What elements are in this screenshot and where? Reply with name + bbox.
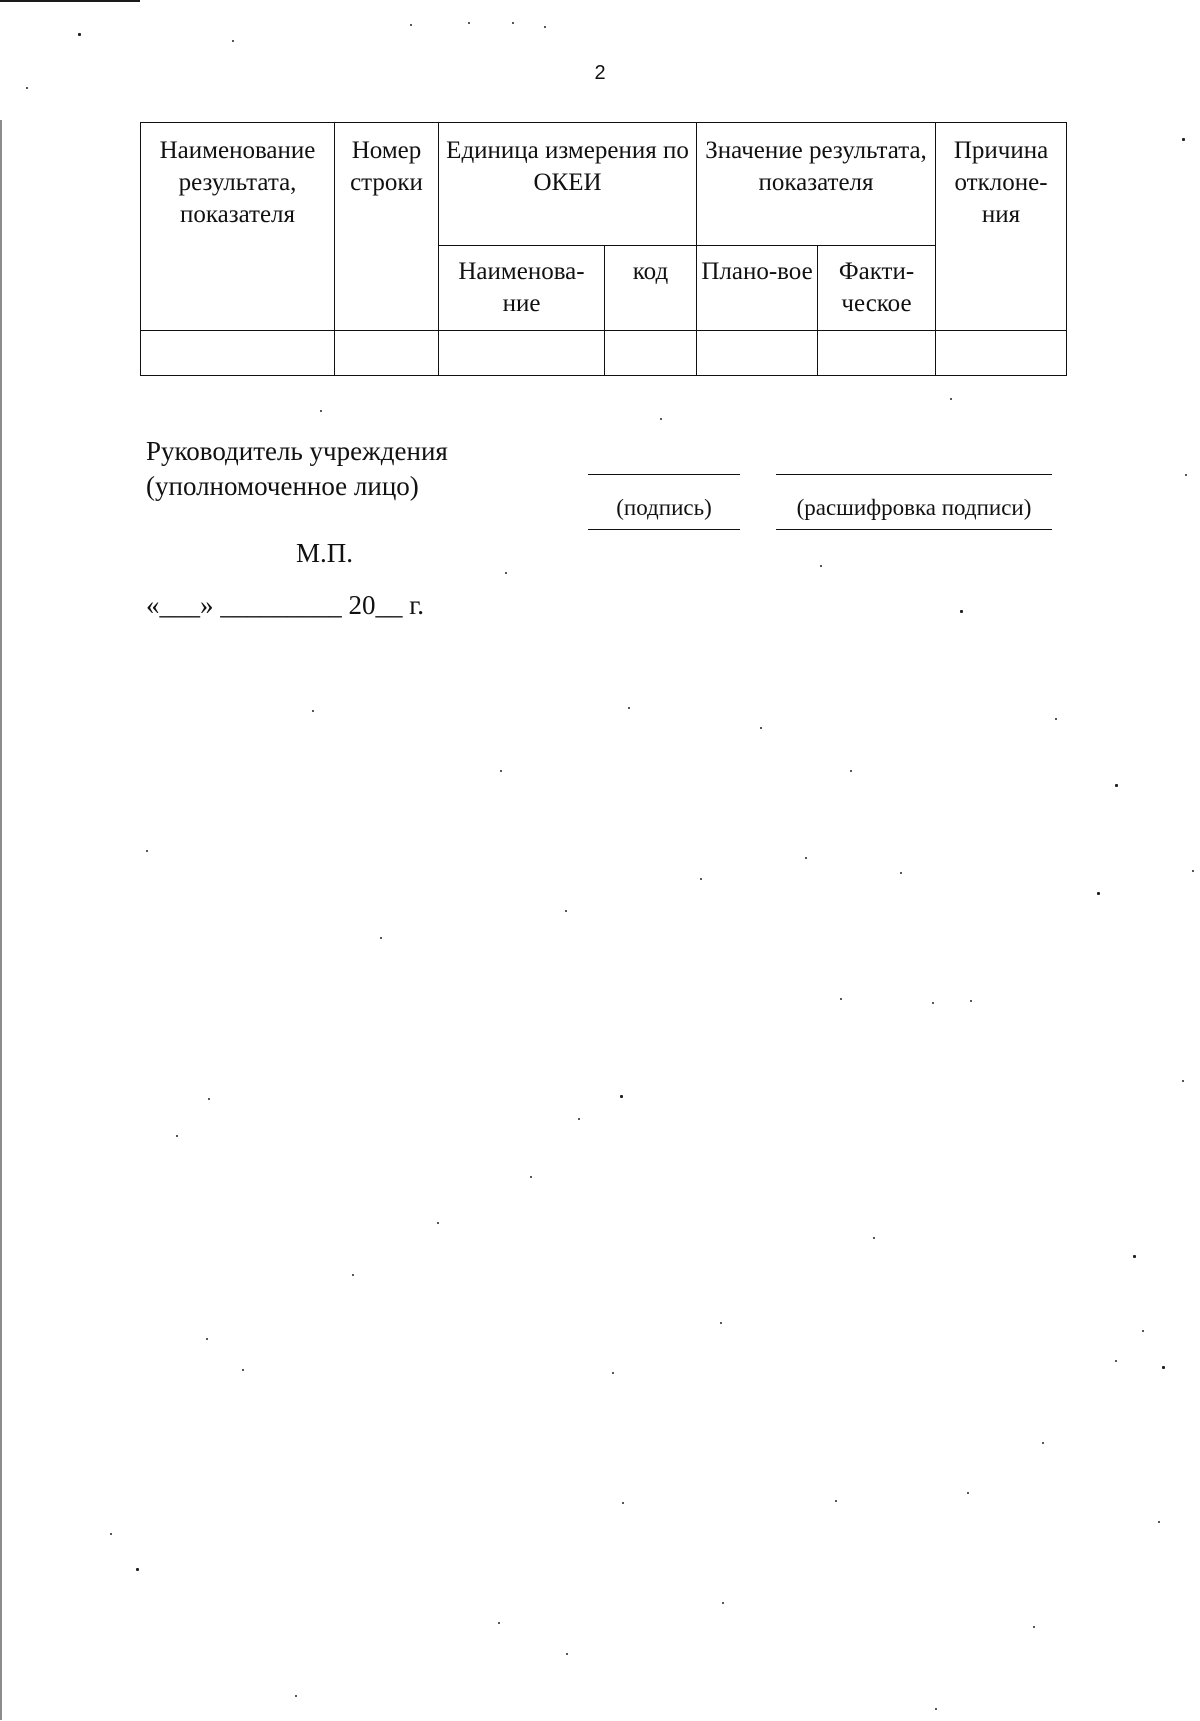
scan-speck — [935, 1708, 937, 1710]
decoding-label: (расшифровка подписи) — [796, 495, 1032, 520]
scan-speck — [628, 707, 630, 709]
scan-speck — [873, 1237, 875, 1239]
scan-speck — [505, 572, 507, 574]
scan-speck — [840, 998, 842, 1000]
scan-speck — [146, 850, 148, 852]
scan-speck — [722, 1602, 724, 1604]
scan-speck — [932, 1002, 934, 1004]
table-cell — [936, 331, 1067, 376]
decoding-underline — [776, 529, 1052, 530]
scan-speck — [312, 710, 314, 712]
scan-speck — [565, 910, 567, 912]
scan-speck — [1182, 138, 1185, 141]
signature-line — [588, 474, 740, 493]
scan-speck — [1142, 1330, 1144, 1332]
header-unit-code: код — [605, 246, 697, 331]
scan-speck — [500, 770, 502, 772]
scan-speck — [110, 1533, 112, 1535]
header-row-number: Номер строки — [335, 123, 439, 331]
scan-speck — [1115, 784, 1118, 787]
signatory-title-line2: (уполномоченное лицо) — [146, 471, 419, 502]
table-cell — [141, 331, 335, 376]
scan-speck — [410, 24, 412, 26]
scan-speck — [612, 1372, 614, 1374]
scan-speck — [660, 418, 662, 420]
table-header-row — [141, 123, 1067, 246]
scan-speck — [578, 1118, 580, 1120]
scan-speck — [970, 1000, 972, 1002]
scan-speck — [566, 1653, 568, 1655]
scan-speck — [850, 770, 852, 772]
signatory-title-line1: Руководитель учреждения — [146, 436, 448, 466]
scan-speck — [206, 1338, 208, 1340]
scan-edge-left — [0, 120, 2, 1720]
scan-speck — [960, 610, 963, 613]
scan-speck — [468, 22, 470, 24]
scan-edge-top — [0, 0, 140, 2]
scan-speck — [176, 1135, 178, 1137]
scan-speck — [1133, 1255, 1136, 1258]
scan-speck — [498, 1622, 500, 1624]
scan-speck — [78, 33, 81, 36]
table-cell — [605, 331, 697, 376]
scan-speck — [950, 398, 952, 400]
scan-speck — [622, 1502, 624, 1504]
scan-speck — [295, 1695, 297, 1697]
scan-speck — [835, 1500, 837, 1502]
scan-speck — [380, 937, 382, 939]
scan-speck — [900, 872, 902, 874]
signature-field — [588, 474, 740, 530]
scan-speck — [1097, 892, 1100, 895]
page-number: 2 — [594, 62, 606, 84]
scan-speck — [820, 565, 822, 567]
header-deviation-reason: Причина отклоне-ния — [936, 123, 1067, 331]
header-actual: Факти-ческое — [818, 246, 936, 331]
header-planned: Плано-вое — [697, 246, 818, 331]
scan-speck — [1182, 1080, 1184, 1082]
scan-speck — [320, 410, 322, 412]
scan-speck — [1158, 1521, 1160, 1523]
scan-speck — [26, 87, 28, 89]
scan-speck — [530, 1176, 532, 1178]
scan-speck — [544, 26, 546, 28]
signature-label: (подпись) — [616, 495, 712, 520]
scan-speck — [352, 1274, 354, 1276]
decoding-line — [776, 474, 1052, 493]
scan-speck — [760, 727, 762, 729]
scan-speck — [1185, 474, 1187, 476]
table-cell — [818, 331, 936, 376]
scan-speck — [1042, 1442, 1044, 1444]
table-cell — [439, 331, 605, 376]
signatory-title — [146, 434, 448, 504]
scan-speck — [720, 1322, 722, 1324]
scan-speck — [1115, 1360, 1117, 1362]
scan-speck — [620, 1095, 623, 1098]
scan-speck — [1033, 1626, 1035, 1628]
stamp-mark: М.П. — [296, 538, 354, 568]
scan-speck — [208, 1098, 210, 1100]
header-result-value: Значение результата, показателя — [697, 123, 936, 246]
scan-speck — [1055, 718, 1057, 720]
header-unit-name: Наименова-ние — [439, 246, 605, 331]
scan-speck — [700, 878, 702, 880]
table-cell — [697, 331, 818, 376]
scan-speck — [1162, 1366, 1165, 1369]
scan-speck — [1192, 870, 1194, 872]
date-line: «___» _________ 20__ г. — [146, 590, 425, 620]
scan-speck — [242, 1369, 244, 1371]
scan-speck — [512, 22, 514, 24]
table-cell — [335, 331, 439, 376]
header-unit-okei: Единица измерения по ОКЕИ — [439, 123, 697, 246]
scan-speck — [967, 1492, 969, 1494]
signature-decoding-field — [776, 474, 1052, 530]
table-row — [141, 331, 1067, 376]
scan-speck — [805, 857, 807, 859]
scan-speck — [437, 1222, 439, 1224]
results-table — [140, 122, 1067, 376]
header-result-name: Наименование результата, показателя — [141, 123, 335, 331]
scan-speck — [136, 1568, 139, 1571]
scan-speck — [232, 40, 234, 42]
signature-underline — [588, 529, 740, 530]
